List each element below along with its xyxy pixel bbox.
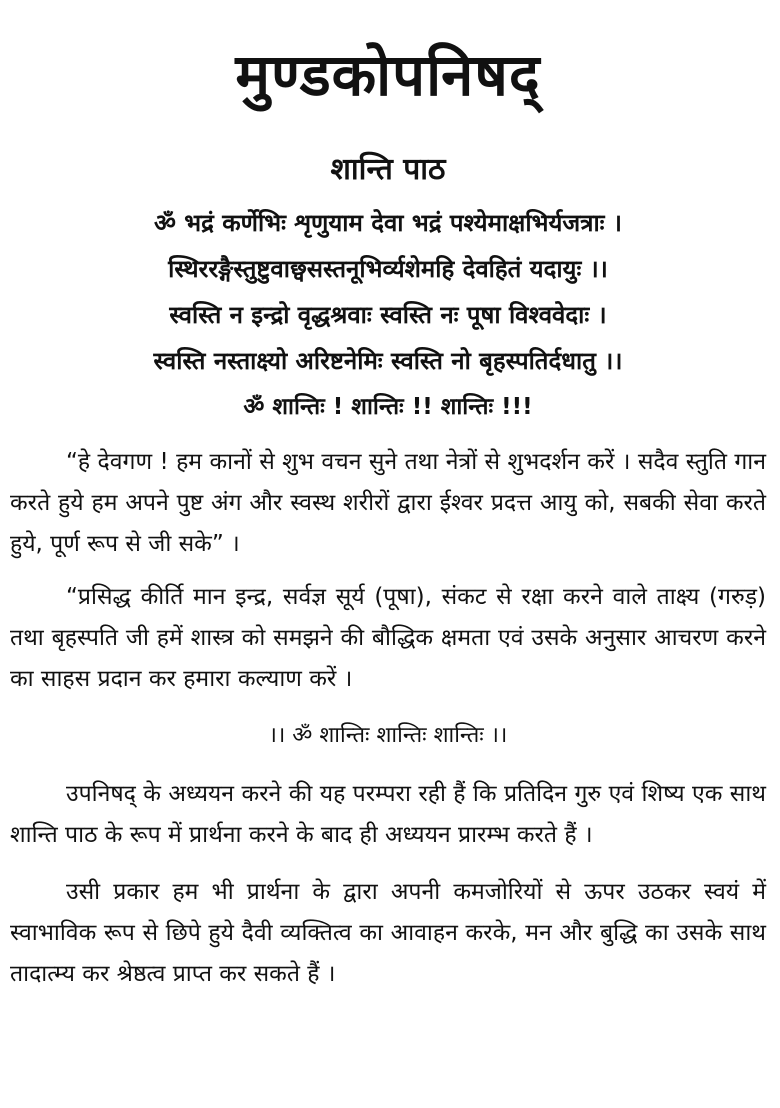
verse-line-1: ॐ भद्रं कर्णेभिः शृणुयाम देवा भद्रं पश्येमाक्षभिर्यजत्राः । (154, 209, 622, 237)
paragraph-translation-1: “हे देवगण ! हम कानों से शुभ वचन सुने तथा नेत्रों से शुभदर्शन करें । सदैव स्तुति गान करते हुये हम अपने पुष्ट अंग और स्वस्थ शरीरों द्वारा ईश्वर प्रदत्त आयु को, सबकी सेवा करते हुये, पूर्ण रूप से जी सके” । (10, 449, 766, 557)
shanti-path-verse (10, 200, 766, 430)
shanti-chant: ।। ॐ शान्तिः शान्तिः शान्तिः ।। (268, 723, 508, 748)
verse-line-5: ॐ शान्तिः ! शान्तिः !! शान्तिः !!! (243, 394, 533, 420)
paragraph-tradition: उपनिषद् के अध्ययन करने की यह परम्परा रही हैं कि प्रतिदिन गुरु एवं शिष्य एक साथ शान्ति पाठ के रूप में प्रार्थना करने के बाद ही अध्ययन प्रारम्भ करते हैं । (10, 781, 766, 848)
verse-line-2: स्थिररङ्गैस्तुष्टुवाछ्वसस्तनूभिर्व्यशेमहि देवहितं यदायुः ।। (168, 255, 608, 283)
paragraph-translation-2: “प्रसिद्ध कीर्ति मान इन्द्र, सर्वज्ञ सूर्य (पूषा), संकट से रक्षा करने वाले ताक्ष्य (गरुड़) तथा बृहस्पति जी हमें शास्त्र को समझने की बौद्धिक क्षमता एवं उसके अनुसार आचरण करने का साहस प्रदान कर हमारा कल्याण करें । (10, 584, 766, 692)
section-subtitle: शान्ति पाठ (330, 152, 446, 187)
paragraph-conclusion: उसी प्रकार हम भी प्रार्थना के द्वारा अपनी कमजोरियों से ऊपर उठकर स्वयं में स्वाभाविक रूप से छिपे हुये दैवी व्यक्तित्व का आवाहन करके, मन और बुद्धि का उसके साथ तादात्म्य कर श्रेष्ठत्व प्राप्त कर सकते हैं । (10, 879, 766, 987)
verse-line-4: स्वस्ति नस्ताक्ष्यो अरिष्टनेमिः स्वस्ति नो बृहस्पतिर्दधातु ।। (153, 347, 623, 375)
verse-line-3: स्वस्ति न इन्द्रो वृद्धश्रवाः स्वस्ति नः पूषा विश्ववेदाः । (169, 301, 607, 329)
page-title: मुण्डकोपनिषद् (235, 41, 541, 109)
